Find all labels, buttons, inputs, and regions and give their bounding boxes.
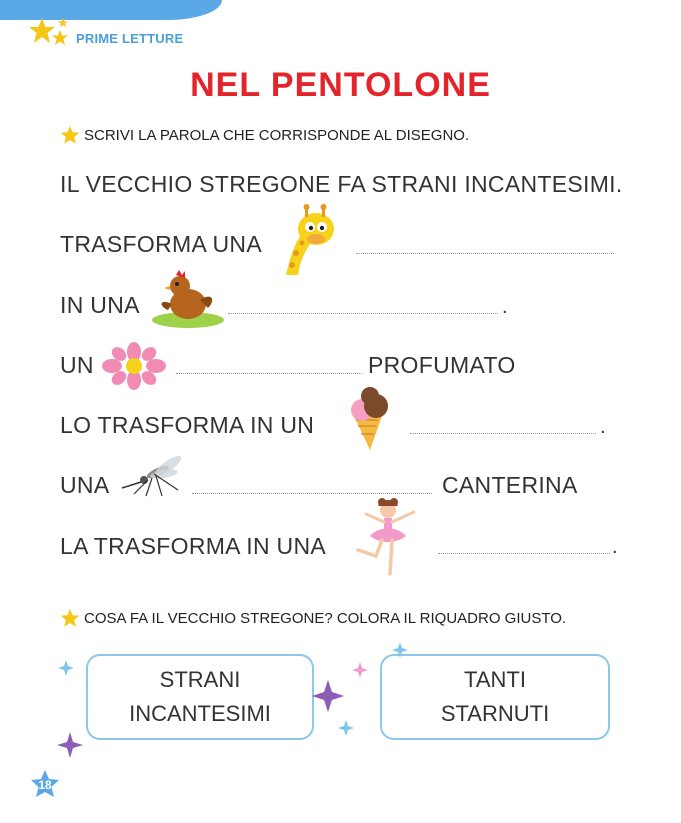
answer-line-5[interactable] <box>410 433 596 434</box>
sentence-line-4b: PROFUMATO <box>368 352 516 378</box>
ballerina-icon <box>348 496 422 576</box>
answer-line-3[interactable] <box>228 313 498 314</box>
answer-line-6[interactable] <box>192 493 432 494</box>
giraffe-icon <box>276 203 338 277</box>
answer-line-2[interactable] <box>356 253 614 254</box>
period: . <box>502 296 508 318</box>
exercise1-instruction: SCRIVI LA PAROLA CHE CORRISPONDE AL DISEGNO. <box>84 127 470 144</box>
sentence-line-3: IN UNA <box>60 292 140 318</box>
stars-icon <box>28 16 74 50</box>
sentence-line-2: TRASFORMA UNA <box>60 231 262 257</box>
period: . <box>600 416 606 438</box>
choice-2-line-1: TANTI <box>464 667 526 692</box>
choice-1-line-2: INCANTESIMI <box>129 701 271 726</box>
choice-box-2[interactable] <box>380 654 610 740</box>
page-title: NEL PENTOLONE <box>190 66 491 104</box>
hen-icon <box>150 270 226 330</box>
exercise2-instruction: COSA FA IL VECCHIO STREGONE? COLORA IL RIQUADRO GIUSTO. <box>84 610 567 627</box>
sentence-line-4a: UN <box>60 352 94 378</box>
sentence-line-1: IL VECCHIO STREGONE FA STRANI INCANTESIMI. <box>60 171 623 197</box>
period: . <box>612 536 618 558</box>
ice-cream-icon <box>344 386 394 452</box>
sentence-line-5: LO TRASFORMA IN UN <box>60 412 315 438</box>
flower-icon <box>102 342 166 390</box>
sentence-line-6a: UNA <box>60 472 110 498</box>
page-number: 18 <box>38 778 52 792</box>
sentence-line-6b: CANTERINA <box>442 472 578 498</box>
header-label: PRIME LETTURE <box>76 31 184 46</box>
sentence-line-7: LA TRASFORMA IN UNA <box>60 533 326 559</box>
answer-line-7[interactable] <box>438 553 610 554</box>
sparkles-decoration <box>50 640 410 780</box>
mosquito-icon <box>118 450 184 498</box>
choice-1-line-1: STRANI <box>159 667 241 692</box>
answer-line-4[interactable] <box>176 373 362 374</box>
star-bullet-icon <box>60 608 80 628</box>
star-bullet-icon <box>60 125 80 145</box>
choice-2-line-2: STARNUTI <box>440 701 550 726</box>
